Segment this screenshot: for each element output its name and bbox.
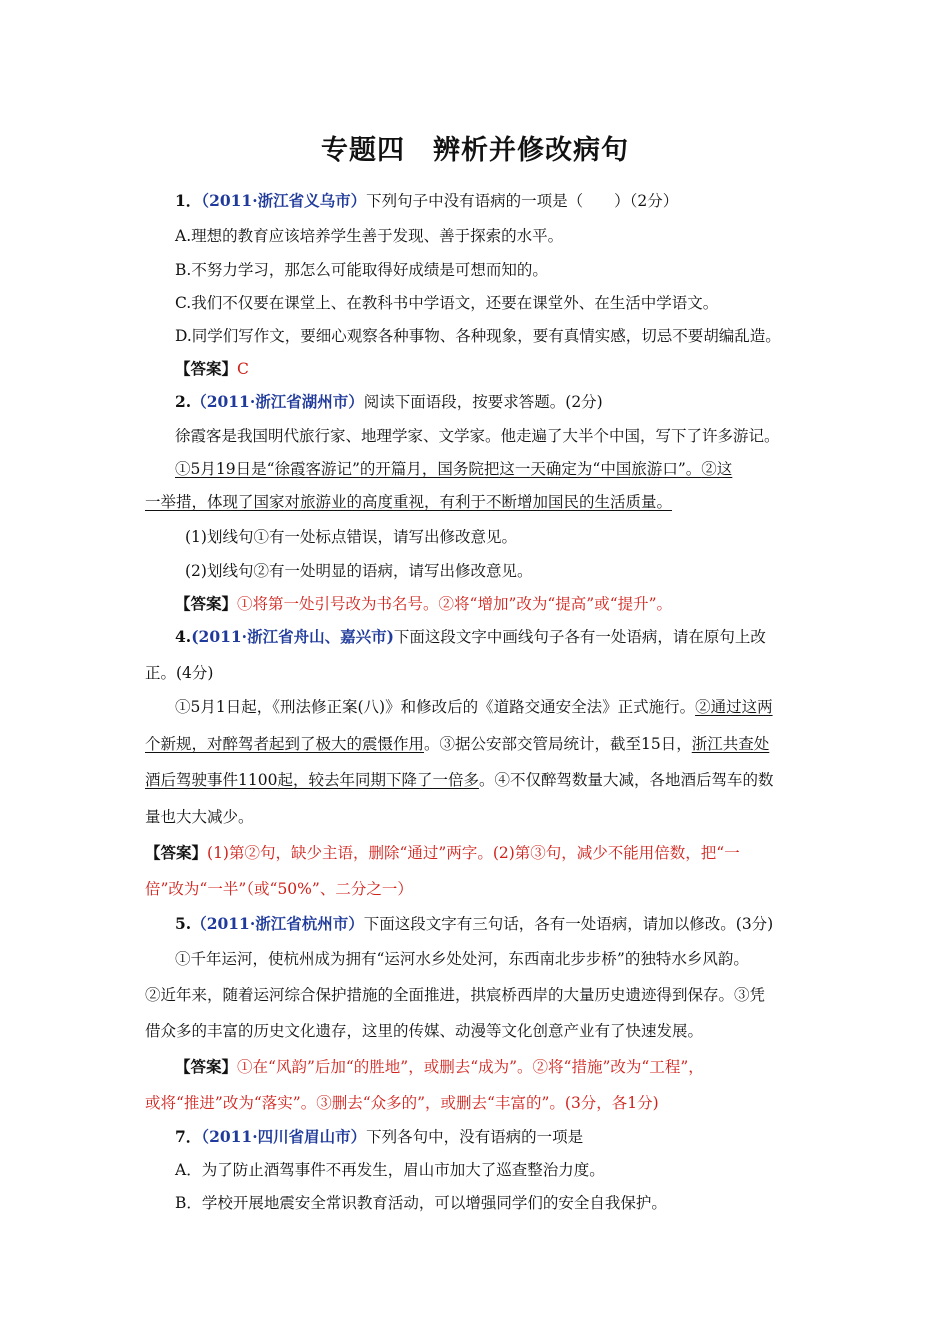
underlined-sentence-2-end: 个新规，对醉驾者起到了极大的震慑作用 — [145, 735, 425, 753]
q1-source: 2011·浙江省义乌市 — [209, 191, 351, 210]
q1-stem: 下列句子中没有语病的一项是（ ）（2分） — [366, 192, 679, 210]
q4-stem: 下面这段文字中画线句子各有一处语病，请在原句上改 — [393, 628, 766, 646]
q2-header: 2.（2011·浙江省湖州市）阅读下面语段，按要求答题。(2分) — [175, 392, 603, 411]
q4-passage-line-3: 酒后驾驶事件1100起，较去年同期下降了一倍多。④不仅醉驾数量大减，各地酒后驾车的数 — [145, 771, 774, 789]
q1-number: 1． — [175, 191, 202, 210]
answer-text: C — [237, 360, 249, 378]
answer-label: 【答案】 — [145, 843, 208, 862]
q1-option-a: A.理想的教育应该培养学生善于发现、善于探索的水平。 — [175, 227, 564, 245]
q4-number: 4. — [175, 627, 192, 646]
q1-option-c: C.我们不仅要在课堂上、在教科书中学语文，还要在课堂外、在生活中学语文。 — [175, 294, 719, 312]
q5-passage-line-2: ②近年来，随着运河综合保护措施的全面推进，拱宸桥西岸的大量历史遗迹得到保存。③凭 — [145, 986, 766, 1004]
q4-passage-line-1: ①5月1日起，《刑法修正案(八)》和修改后的《道路交通安全法》正式施行。②通过这两 — [175, 698, 773, 716]
answer-label: 【答案】 — [175, 1057, 238, 1076]
q5-source: 2011·浙江省杭州市 — [206, 914, 349, 933]
q4-passage-line-2: 个新规，对醉驾者起到了极大的震慑作用。③据公安部交管局统计，截至15日，浙江共查处 — [145, 735, 770, 753]
q2-paragraph-1: 徐霞客是我国明代旅行家、地理学家、文学家。他走遍了大半个中国，写下了许多游记。 — [175, 427, 780, 445]
underlined-sentence-2-start: ②这 — [701, 460, 733, 478]
q1-answer — [175, 359, 249, 379]
underlined-sentence-2-start: ②通过这两 — [695, 698, 773, 716]
q4-answer-line-2: 倍”改为“一半”（或“50%”、二分之一） — [145, 880, 413, 898]
q7-source: 2011·四川省眉山市 — [209, 1127, 351, 1146]
q5-header: 5.（2011·浙江省杭州市）下面这段文字有三句话，各有一处语病，请加以修改。(3分) — [175, 914, 774, 933]
q2-sub-question-1: (1)划线句①有一处标点错误，请写出修改意见。 — [185, 528, 517, 546]
q4-source: 2011·浙江省舟山、嘉兴市 — [198, 627, 387, 646]
page-title: 专题四 辨析并修改病句 — [321, 135, 629, 166]
q2-paragraph-2-line-1 — [175, 459, 732, 479]
answer-text: (1)第②句，缺少主语，删除“通过”两字。(2)第③句，减少不能用倍数，把“一 — [207, 844, 740, 862]
q5-number: 5. — [175, 914, 192, 933]
q7-option-a: A．为了防止酒驾事件不再发生，眉山市加大了巡查整治力度。 — [175, 1161, 605, 1179]
q4-passage-line-4: 量也大大减少。 — [145, 808, 254, 826]
q4-header-line-2: 正。(4分) — [145, 664, 214, 682]
underlined-sentence-2-end: 一举措，体现了国家对旅游业的高度重视，有利于不断增加国民的生活质量。 — [145, 493, 673, 511]
q5-answer-line-2: 或将“推进”改为“落实”。③删去“众多的”，或删去“丰富的”。(3分，各1分) — [145, 1094, 659, 1112]
underlined-sentence-3-end: 酒后驾驶事件1100起，较去年同期下降了一倍多 — [145, 771, 479, 789]
q4-answer-line-1 — [145, 843, 740, 863]
q5-passage-line-1: ①千年运河，使杭州成为拥有“运河水乡处处河，东西南北步步桥”的独特水乡风韵。 — [175, 950, 749, 968]
q2-source: 2011·浙江省湖州市 — [206, 392, 349, 411]
answer-label: 【答案】 — [175, 359, 238, 378]
q7-option-b: B．学校开展地震安全常识教育活动，可以增强同学们的安全自我保护。 — [175, 1194, 667, 1212]
q2-paragraph-2-line-2 — [145, 492, 672, 512]
q2-stem: 阅读下面语段，按要求答题。(2分) — [363, 393, 603, 411]
q5-answer-line-1 — [175, 1057, 704, 1077]
q5-stem: 下面这段文字有三句话，各有一处语病，请加以修改。(3分) — [363, 915, 774, 933]
answer-label: 【答案】 — [175, 594, 238, 613]
q5-passage-line-3: 借众多的丰富的历史文化遗存，这里的传媒、动漫等文化创意产业有了快速发展。 — [145, 1022, 704, 1040]
underlined-sentence-3-start: 浙江共查处 — [691, 735, 770, 753]
q7-header: 7．（2011·四川省眉山市）下列各句中，没有语病的一项是 — [175, 1127, 584, 1146]
q7-number: 7． — [175, 1127, 202, 1146]
q7-stem: 下列各句中，没有语病的一项是 — [366, 1128, 584, 1146]
q4-header-line-1: 4.(2011·浙江省舟山、嘉兴市)下面这段文字中画线句子各有一处语病，请在原句上改 — [175, 627, 766, 646]
q1-option-d: D.同学们写作文，要细心观察各种事物、各种现象，要有真情实感，切忌不要胡编乱造。 — [175, 327, 781, 345]
q2-sub-question-2: (2)划线句②有一处明显的语病，请写出修改意见。 — [185, 562, 533, 580]
q2-answer — [175, 594, 672, 614]
answer-text: ①将第一处引号改为书名号。②将“增加”改为“提高”或“提升”。 — [237, 595, 673, 613]
q1-header: 1．（2011·浙江省义乌市）下列句子中没有语病的一项是（ ）（2分） — [175, 191, 679, 210]
q1-option-b: B.不努力学习，那怎么可能取得好成绩是可想而知的。 — [175, 261, 548, 279]
q2-number: 2. — [175, 392, 192, 411]
answer-text: ①在“风韵”后加“的胜地”，或删去“成为”。②将“措施”改为“工程”， — [237, 1058, 704, 1076]
underlined-sentence-1: ①5月19日是“徐霞客游记”的开篇月，国务院把这一天确定为“中国旅游口”。 — [175, 460, 702, 478]
